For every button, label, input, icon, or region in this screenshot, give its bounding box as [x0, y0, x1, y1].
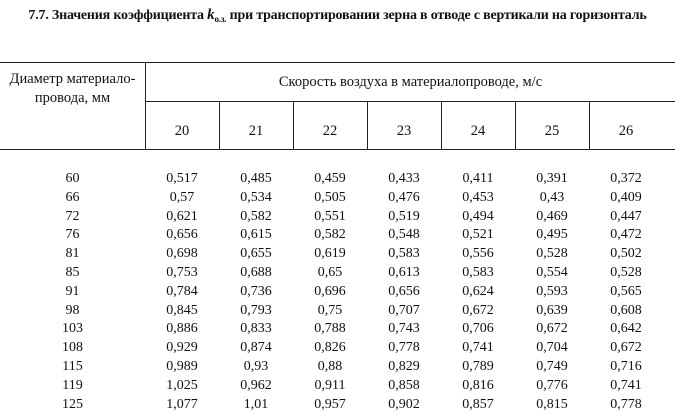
- coefficient-cell: 0,554: [536, 265, 568, 280]
- diameter-cell: 98: [65, 303, 80, 318]
- coefficient-cell: 0,826: [314, 340, 346, 355]
- coefficient-cell: 0,43: [539, 190, 565, 205]
- coefficient-cell: 0,741: [462, 340, 494, 355]
- coefficient-cell: 0,502: [610, 246, 642, 261]
- coefficient-cell: 0,655: [240, 246, 272, 261]
- diameter-cell: 103: [62, 321, 83, 336]
- coefficient-cell: 0,656: [388, 284, 420, 299]
- coefficient-cell: 0,845: [166, 303, 198, 318]
- coefficient-cell: 0,494: [462, 209, 494, 224]
- coefficient-cell: 0,372: [610, 171, 642, 186]
- coefficient-cell: 0,778: [610, 397, 642, 412]
- coefficient-cell: 0,874: [240, 340, 272, 355]
- coefficient-cell: 0,624: [462, 284, 494, 299]
- coefficient-cell: 0,902: [388, 397, 420, 412]
- coefficient-cell: 0,88: [317, 359, 343, 374]
- coefficient-cell: 0,962: [240, 378, 272, 393]
- coefficient-cell: 0,593: [536, 284, 568, 299]
- coefficient-cell: 0,696: [314, 284, 346, 299]
- coefficient-cell: 0,857: [462, 397, 494, 412]
- coefficient-cell: 0,707: [388, 303, 420, 318]
- diameter-cell: 91: [65, 284, 80, 299]
- coefficient-cell: 0,778: [388, 340, 420, 355]
- coefficient-cell: 0,519: [388, 209, 420, 224]
- coefficient-cell: 0,858: [388, 378, 420, 393]
- title-prefix: 7.7. Значения коэффициента: [28, 8, 204, 23]
- coefficient-cell: 0,688: [240, 265, 272, 280]
- coefficient-cell: 0,582: [240, 209, 272, 224]
- coefficient-cell: 0,776: [536, 378, 568, 393]
- speed-header-cell: 23: [396, 123, 412, 139]
- coefficient-cell: 0,656: [166, 227, 198, 242]
- diameter-cell: 60: [65, 171, 80, 186]
- coefficient-subscript: о.з.: [214, 14, 227, 24]
- diameter-cell: 72: [65, 209, 80, 224]
- coefficient-cell: 0,582: [314, 227, 346, 242]
- diameter-cell: 108: [62, 340, 83, 355]
- coefficient-cell: 0,736: [240, 284, 272, 299]
- coefficient-cell: 0,672: [536, 321, 568, 336]
- coefficient-cell: 0,565: [610, 284, 642, 299]
- diameter-cell: 66: [65, 190, 80, 205]
- coefficient-cell: 0,583: [388, 246, 420, 261]
- coefficient-cell: 0,409: [610, 190, 642, 205]
- coefficient-cell: 0,391: [536, 171, 568, 186]
- speed-header-cell: 22: [322, 123, 338, 139]
- coefficient-cell: 0,886: [166, 321, 198, 336]
- coefficient-cell: 0,789: [462, 359, 494, 374]
- coefficient-cell: 0,583: [462, 265, 494, 280]
- coefficient-cell: 0,75: [317, 303, 343, 318]
- title-suffix: при транспортировании зерна в отводе с вертикали на горизонталь: [229, 8, 647, 23]
- coefficient-cell: 0,929: [166, 340, 198, 355]
- coefficient-cell: 0,716: [610, 359, 642, 374]
- coefficient-cell: 0,485: [240, 171, 272, 186]
- coefficient-cell: 0,469: [536, 209, 568, 224]
- coefficient-symbol: $k_{о.з.}$: [207, 7, 227, 24]
- coefficient-cell: 0,433: [388, 171, 420, 186]
- coefficient-cell: 0,476: [388, 190, 420, 205]
- coefficient-cell: 0,57: [169, 190, 195, 205]
- speed-header-cell: 26: [618, 123, 634, 139]
- coefficient-cell: 1,025: [166, 378, 198, 393]
- coefficient-cell: 0,528: [536, 246, 568, 261]
- speed-header-cell: 21: [248, 123, 264, 139]
- speed-group-header: Скорость воздуха в материалопроводе, м/с: [278, 74, 543, 90]
- coefficient-cell: 0,556: [462, 246, 494, 261]
- coefficient-cell: 0,459: [314, 171, 346, 186]
- coefficient-cell: 0,672: [462, 303, 494, 318]
- coefficient-cell: 0,447: [610, 209, 642, 224]
- coefficient-cell: 0,672: [610, 340, 642, 355]
- coefficient-cell: 0,495: [536, 227, 568, 242]
- coefficient-cell: 0,472: [610, 227, 642, 242]
- coefficient-cell: 0,698: [166, 246, 198, 261]
- speed-header-cell: 20: [174, 123, 190, 139]
- table-top-rule: [0, 62, 675, 63]
- coefficient-cell: 0,534: [240, 190, 272, 205]
- coefficient-cell: 0,784: [166, 284, 198, 299]
- coefficient-cell: 0,521: [462, 227, 494, 242]
- coefficient-cell: 0,989: [166, 359, 198, 374]
- coefficient-cell: 0,613: [388, 265, 420, 280]
- speed-header-cell: 25: [544, 123, 560, 139]
- diameter-cell: 76: [65, 227, 80, 242]
- coefficient-cell: 0,615: [240, 227, 272, 242]
- diameter-cell: 81: [65, 246, 80, 261]
- coefficient-cell: 0,548: [388, 227, 420, 242]
- coefficient-cell: 0,639: [536, 303, 568, 318]
- speed-header-cell: 24: [470, 123, 486, 139]
- coefficient-cell: 0,788: [314, 321, 346, 336]
- coefficient-cell: 0,706: [462, 321, 494, 336]
- coefficient-cell: 0,829: [388, 359, 420, 374]
- coefficient-cell: 0,619: [314, 246, 346, 261]
- diameter-cell: 125: [62, 397, 83, 412]
- coefficient-cell: 0,453: [462, 190, 494, 205]
- coefficient-cell: 0,65: [317, 265, 343, 280]
- speed-header-rule: [146, 101, 675, 102]
- diameter-cell: 85: [65, 265, 80, 280]
- coefficient-cell: 0,957: [314, 397, 346, 412]
- diameter-cell: 115: [62, 359, 83, 374]
- coefficient-cell: 0,704: [536, 340, 568, 355]
- coefficient-cell: 0,551: [314, 209, 346, 224]
- coefficient-cell: 0,743: [388, 321, 420, 336]
- coefficient-cell: 0,749: [536, 359, 568, 374]
- coefficient-cell: 0,753: [166, 265, 198, 280]
- coefficient-cell: 0,642: [610, 321, 642, 336]
- coefficient-cell: 1,077: [166, 397, 198, 412]
- coefficient-cell: 0,793: [240, 303, 272, 318]
- diameter-cell: 119: [62, 378, 83, 393]
- table-title: [0, 6, 675, 25]
- coefficient-cell: 0,411: [462, 171, 494, 186]
- coefficient-cell: 0,505: [314, 190, 346, 205]
- coefficient-cell: 0,621: [166, 209, 198, 224]
- coefficient-cell: 0,741: [610, 378, 642, 393]
- coefficient-cell: 0,608: [610, 303, 642, 318]
- coefficient-cell: 0,815: [536, 397, 568, 412]
- coefficient-cell: 0,833: [240, 321, 272, 336]
- coefficient-cell: 0,528: [610, 265, 642, 280]
- coefficient-cell: 0,93: [243, 359, 269, 374]
- diameter-column-header: Диаметр материало-провода, мм: [9, 71, 136, 106]
- coefficient-cell: 0,816: [462, 378, 494, 393]
- coefficient-cell: 0,517: [166, 171, 198, 186]
- coefficient-cell: 0,911: [314, 378, 346, 393]
- table-header-bottom-rule: [0, 149, 675, 150]
- coefficient-cell: 1,01: [243, 397, 269, 412]
